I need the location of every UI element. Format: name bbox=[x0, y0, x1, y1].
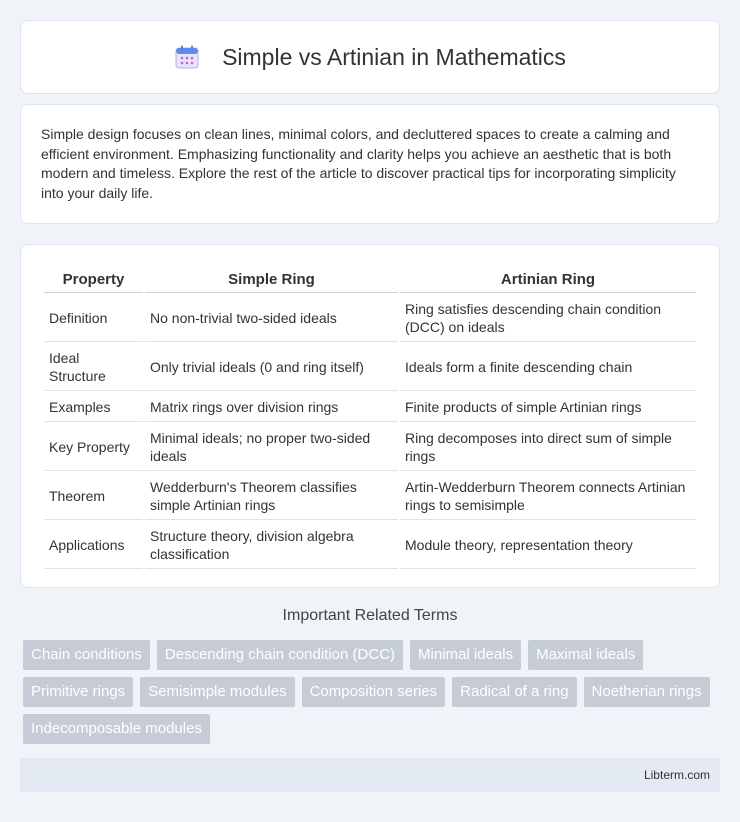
intro-paragraph: Simple design focuses on clean lines, minimal colors, and decluttered spaces to create a calming and efficient environment. Emphasizing functionality and clarity helps you achieve an aesthetic that is both modern and timeless. Explore the rest of the article to discover practical tips for incorporating simplicity into your daily life. bbox=[41, 126, 676, 201]
row-simple-ring: Structure theory, division algebra classification bbox=[145, 522, 398, 569]
footer bbox=[20, 758, 720, 792]
tag-chain-conditions[interactable]: Chain conditions bbox=[23, 640, 150, 670]
tag-indecomposable-modules[interactable]: Indecomposable modules bbox=[23, 714, 210, 744]
row-simple-ring: No non-trivial two-sided ideals bbox=[145, 295, 398, 342]
row-simple-ring: Minimal ideals; no proper two-sided ideals bbox=[145, 424, 398, 471]
tag-semisimple-modules[interactable]: Semisimple modules bbox=[140, 677, 294, 707]
row-property: Key Property bbox=[44, 424, 143, 471]
tag-maximal-ideals[interactable]: Maximal ideals bbox=[528, 640, 643, 670]
table-header-row bbox=[44, 267, 696, 293]
row-artinian-ring: Artin-Wedderburn Theorem connects Artinian rings to semisimple bbox=[400, 473, 696, 520]
comparison-table bbox=[42, 265, 698, 571]
tag-composition-series[interactable]: Composition series bbox=[302, 677, 446, 707]
tag-dcc[interactable]: Descending chain condition (DCC) bbox=[157, 640, 403, 670]
row-artinian-ring: Finite products of simple Artinian rings bbox=[400, 393, 696, 422]
row-property: Applications bbox=[44, 522, 143, 569]
row-property: Examples bbox=[44, 393, 143, 422]
table-row bbox=[44, 295, 696, 342]
intro-card bbox=[20, 104, 720, 224]
tag-minimal-ideals[interactable]: Minimal ideals bbox=[410, 640, 521, 670]
row-artinian-ring: Ideals form a finite descending chain bbox=[400, 344, 696, 391]
table-row bbox=[44, 424, 696, 471]
header-artinian-ring: Artinian Ring bbox=[400, 267, 696, 293]
tag-noetherian-rings[interactable]: Noetherian rings bbox=[584, 677, 710, 707]
row-simple-ring: Only trivial ideals (0 and ring itself) bbox=[145, 344, 398, 391]
header-property: Property bbox=[44, 267, 143, 293]
row-artinian-ring: Module theory, representation theory bbox=[400, 522, 696, 569]
page-title: Simple vs Artinian in Mathematics bbox=[222, 43, 566, 70]
table-row bbox=[44, 344, 696, 391]
row-artinian-ring: Ring decomposes into direct sum of simple rings bbox=[400, 424, 696, 471]
related-terms-title: Important Related Terms bbox=[282, 607, 458, 624]
table-row bbox=[44, 473, 696, 520]
row-property: Definition bbox=[44, 295, 143, 342]
row-property: Ideal Structure bbox=[44, 344, 143, 391]
tag-radical-of-a-ring[interactable]: Radical of a ring bbox=[452, 677, 576, 707]
row-simple-ring: Wedderburn's Theorem classifies simple Artinian rings bbox=[145, 473, 398, 520]
tag-primitive-rings[interactable]: Primitive rings bbox=[23, 677, 133, 707]
table-row bbox=[44, 522, 696, 569]
row-simple-ring: Matrix rings over division rings bbox=[145, 393, 398, 422]
row-property: Theorem bbox=[44, 473, 143, 520]
calendar-icon bbox=[174, 44, 200, 70]
table-row bbox=[44, 393, 696, 422]
related-terms-list bbox=[23, 640, 723, 744]
footer-site-link[interactable]: Libterm.com bbox=[643, 768, 710, 782]
header-simple-ring: Simple Ring bbox=[145, 267, 398, 293]
header-card bbox=[20, 20, 720, 94]
row-artinian-ring: Ring satisfies descending chain condition (DCC) on ideals bbox=[400, 295, 696, 342]
comparison-table-card bbox=[20, 244, 720, 588]
